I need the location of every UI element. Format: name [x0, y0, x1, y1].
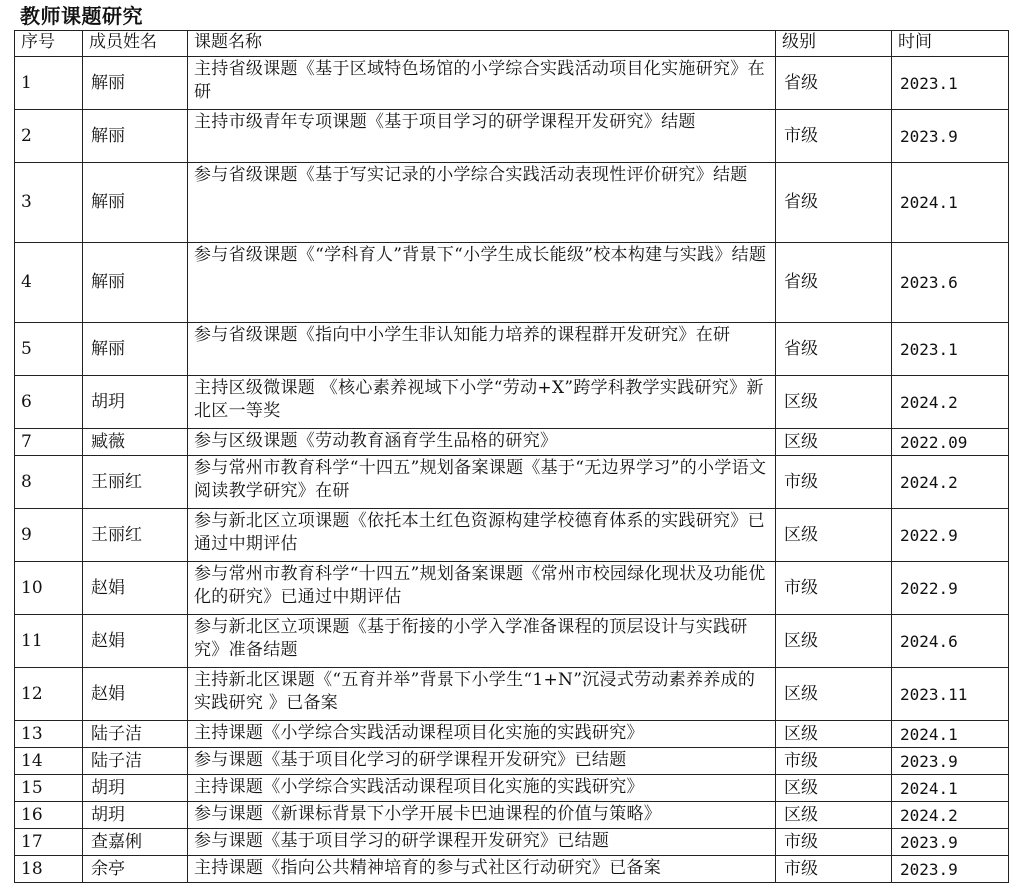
header-no: 序号 — [15, 31, 83, 57]
table-row — [15, 163, 1009, 243]
table-row — [15, 243, 1009, 323]
cell-member-name: 王丽红 — [83, 456, 188, 509]
cell-time: 2023.9 — [892, 856, 1009, 883]
cell-topic: 参与新北区立项课题《基于衔接的小学入学准备课程的顶层设计与实践研究》准备结题 — [188, 615, 776, 668]
table-row — [15, 829, 1009, 856]
table-row — [15, 509, 1009, 562]
cell-level: 区级 — [776, 775, 892, 802]
cell-topic: 主持区级微课题 《核心素养视域下小学“劳动+X”跨学科教学实践研究》新北区一等奖 — [188, 376, 776, 429]
cell-member-name: 解丽 — [83, 57, 188, 110]
table-row — [15, 456, 1009, 509]
cell-topic: 参与课题《新课标背景下小学开展卡巴迪课程的价值与策略》 — [188, 802, 776, 829]
cell-level: 市级 — [776, 562, 892, 615]
cell-topic: 参与新北区立项课题《依托本土红色资源构建学校德育体系的实践研究》已通过中期评估 — [188, 509, 776, 562]
cell-no: 8 — [15, 456, 83, 509]
cell-time: 2024.2 — [892, 376, 1009, 429]
cell-no: 6 — [15, 376, 83, 429]
cell-member-name: 查嘉俐 — [83, 829, 188, 856]
cell-member-name: 解丽 — [83, 323, 188, 376]
table-row — [15, 748, 1009, 775]
cell-no: 16 — [15, 802, 83, 829]
cell-level: 市级 — [776, 456, 892, 509]
table-row — [15, 562, 1009, 615]
table-body — [15, 57, 1009, 883]
cell-member-name: 赵娟 — [83, 562, 188, 615]
cell-time: 2022.9 — [892, 509, 1009, 562]
table-row — [15, 775, 1009, 802]
cell-topic: 参与常州市教育科学“十四五”规划备案课题《常州市校园绿化现状及功能优化的研究》已通过中期评估 — [188, 562, 776, 615]
cell-level: 市级 — [776, 829, 892, 856]
cell-level: 市级 — [776, 110, 892, 163]
cell-member-name: 臧薇 — [83, 429, 188, 456]
table-row — [15, 802, 1009, 829]
cell-time: 2024.2 — [892, 802, 1009, 829]
cell-no: 15 — [15, 775, 83, 802]
cell-time: 2023.9 — [892, 110, 1009, 163]
cell-topic: 参与省级课题《基于写实记录的小学综合实践活动表现性评价研究》结题 — [188, 163, 776, 243]
cell-topic: 参与省级课题《“学科育人”背景下“小学生成长能级”校本构建与实践》结题 — [188, 243, 776, 323]
cell-member-name: 余亭 — [83, 856, 188, 883]
cell-topic: 主持课题《小学综合实践活动课程项目化实施的实践研究》 — [188, 721, 776, 748]
cell-level: 区级 — [776, 429, 892, 456]
cell-member-name: 解丽 — [83, 243, 188, 323]
cell-no: 13 — [15, 721, 83, 748]
cell-level: 省级 — [776, 243, 892, 323]
cell-topic: 参与课题《基于项目学习的研学课程开发研究》已结题 — [188, 829, 776, 856]
table-row — [15, 615, 1009, 668]
cell-time: 2024.1 — [892, 775, 1009, 802]
cell-level: 区级 — [776, 802, 892, 829]
cell-time: 2023.1 — [892, 57, 1009, 110]
cell-no: 2 — [15, 110, 83, 163]
cell-member-name: 陆子洁 — [83, 721, 188, 748]
cell-topic: 参与省级课题《指向中小学生非认知能力培养的课程群开发研究》在研 — [188, 323, 776, 376]
table-row — [15, 376, 1009, 429]
cell-topic: 参与课题《基于项目化学习的研学课程开发研究》已结题 — [188, 748, 776, 775]
page-title: 教师课题研究 — [20, 4, 143, 28]
cell-time: 2022.09 — [892, 429, 1009, 456]
cell-topic: 参与区级课题《劳动教育涵育学生品格的研究》 — [188, 429, 776, 456]
cell-no: 12 — [15, 668, 83, 721]
cell-no: 4 — [15, 243, 83, 323]
header-name: 成员姓名 — [83, 31, 188, 57]
header-time: 时间 — [892, 31, 1009, 57]
cell-level: 区级 — [776, 376, 892, 429]
cell-level: 区级 — [776, 509, 892, 562]
cell-no: 9 — [15, 509, 83, 562]
cell-time: 2024.2 — [892, 456, 1009, 509]
cell-level: 省级 — [776, 57, 892, 110]
cell-time: 2024.6 — [892, 615, 1009, 668]
cell-no: 14 — [15, 748, 83, 775]
cell-member-name: 陆子洁 — [83, 748, 188, 775]
cell-level: 省级 — [776, 323, 892, 376]
cell-time: 2023.9 — [892, 748, 1009, 775]
cell-topic: 主持新北区课题《“五育并举”背景下小学生“1+N”沉浸式劳动素养养成的实践研究 》已备案 — [188, 668, 776, 721]
table-row — [15, 429, 1009, 456]
cell-member-name: 解丽 — [83, 163, 188, 243]
cell-member-name: 赵娟 — [83, 615, 188, 668]
cell-no: 11 — [15, 615, 83, 668]
cell-no: 10 — [15, 562, 83, 615]
table-row — [15, 721, 1009, 748]
table-row — [15, 110, 1009, 163]
cell-member-name: 赵娟 — [83, 668, 188, 721]
cell-no: 7 — [15, 429, 83, 456]
table-row — [15, 856, 1009, 883]
cell-time: 2023.11 — [892, 668, 1009, 721]
header-level: 级别 — [776, 31, 892, 57]
cell-topic: 主持市级青年专项课题《基于项目学习的研学课程开发研究》结题 — [188, 110, 776, 163]
cell-time: 2023.1 — [892, 323, 1009, 376]
table-header-row — [15, 31, 1009, 57]
cell-member-name: 解丽 — [83, 110, 188, 163]
cell-time: 2022.9 — [892, 562, 1009, 615]
cell-time: 2023.6 — [892, 243, 1009, 323]
cell-level: 区级 — [776, 721, 892, 748]
cell-level: 区级 — [776, 668, 892, 721]
cell-no: 3 — [15, 163, 83, 243]
cell-level: 市级 — [776, 856, 892, 883]
cell-level: 区级 — [776, 615, 892, 668]
table-row — [15, 57, 1009, 110]
table-row — [15, 668, 1009, 721]
cell-topic: 参与常州市教育科学“十四五”规划备案课题《基于“无边界学习”的小学语文阅读教学研究》在研 — [188, 456, 776, 509]
cell-time: 2023.9 — [892, 829, 1009, 856]
cell-member-name: 胡玥 — [83, 802, 188, 829]
cell-member-name: 王丽红 — [83, 509, 188, 562]
cell-topic: 主持课题《小学综合实践活动课程项目化实施的实践研究》 — [188, 775, 776, 802]
table-row — [15, 323, 1009, 376]
cell-topic: 主持省级课题《基于区域特色场馆的小学综合实践活动项目化实施研究》在研 — [188, 57, 776, 110]
cell-time: 2024.1 — [892, 163, 1009, 243]
cell-no: 5 — [15, 323, 83, 376]
research-table — [14, 30, 1009, 883]
cell-no: 1 — [15, 57, 83, 110]
cell-no: 18 — [15, 856, 83, 883]
cell-member-name: 胡玥 — [83, 775, 188, 802]
cell-level: 省级 — [776, 163, 892, 243]
cell-member-name: 胡玥 — [83, 376, 188, 429]
cell-level: 市级 — [776, 748, 892, 775]
cell-no: 17 — [15, 829, 83, 856]
cell-time: 2024.1 — [892, 721, 1009, 748]
header-topic: 课题名称 — [188, 31, 776, 57]
cell-topic: 主持课题《指向公共精神培育的参与式社区行动研究》已备案 — [188, 856, 776, 883]
